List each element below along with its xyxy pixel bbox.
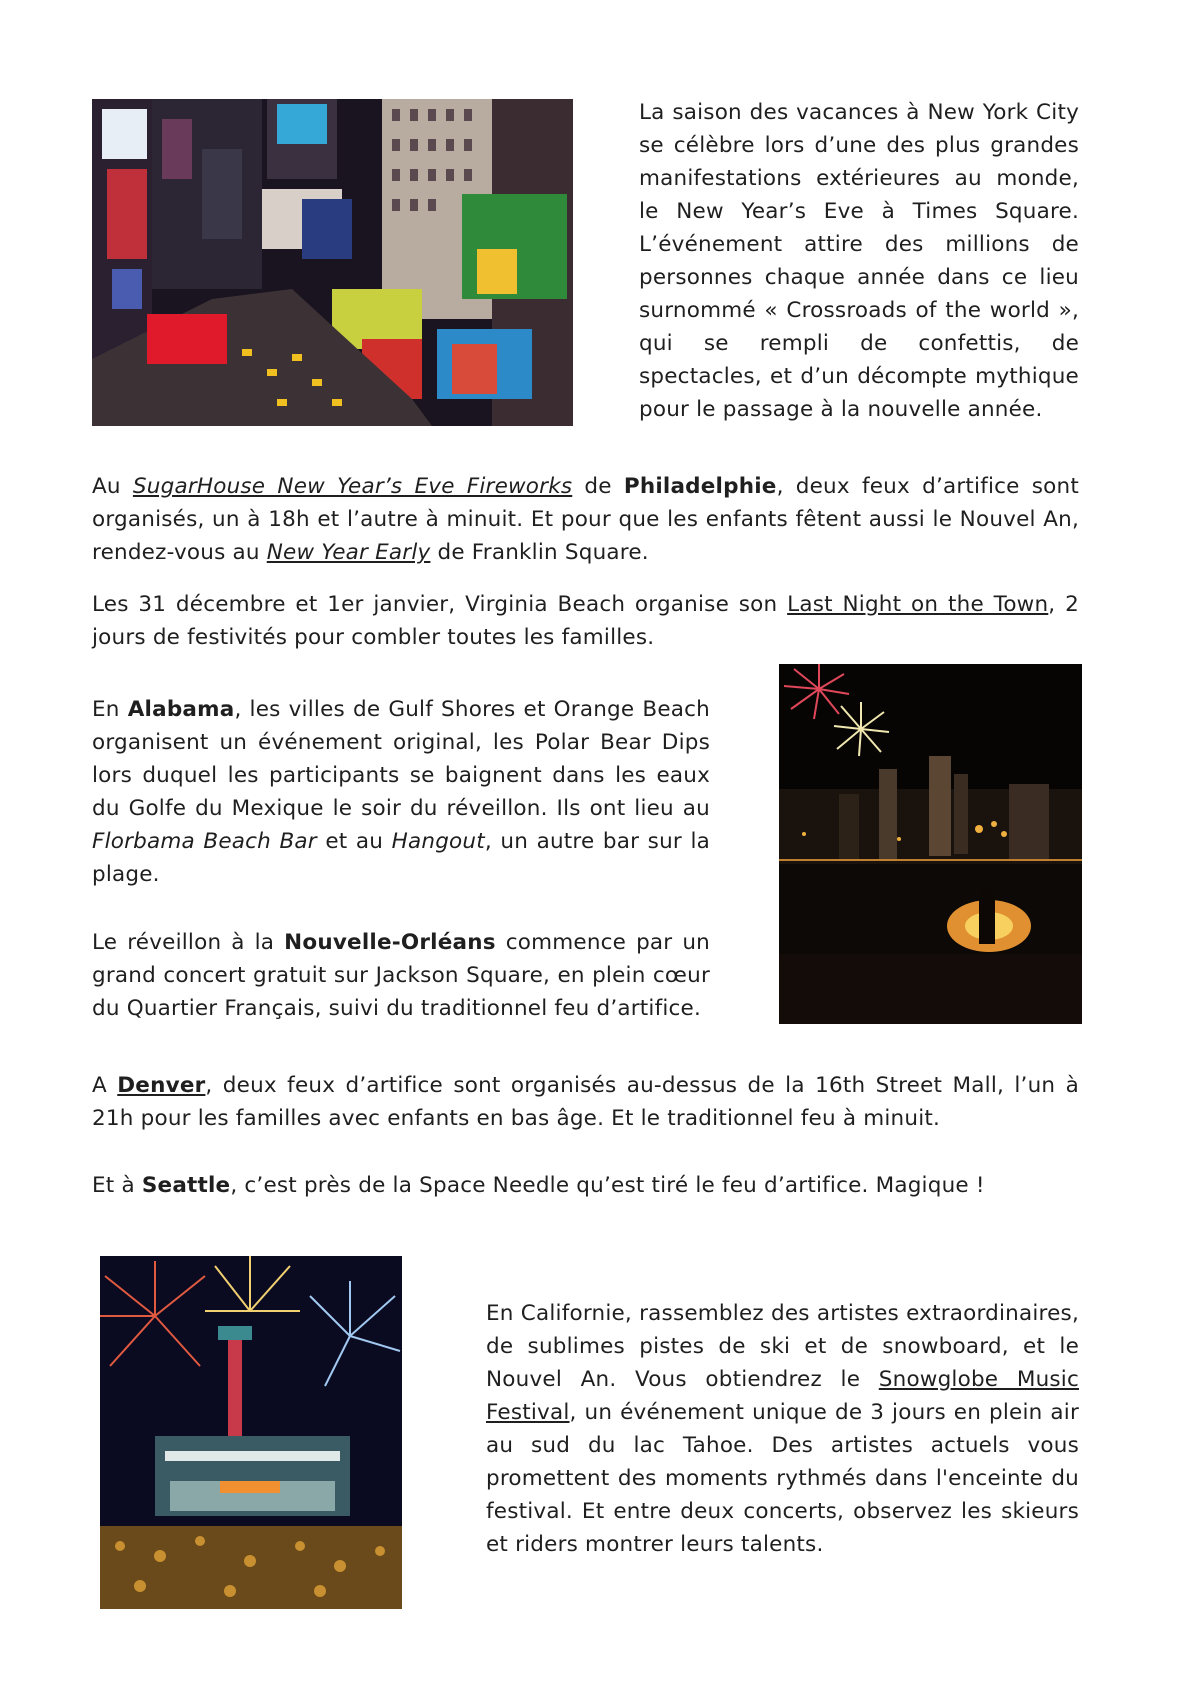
new-year-early-link[interactable]: New Year Early <box>266 540 431 565</box>
text: , un événement unique de 3 jours en plein air au sud du lac Tahoe. Des artistes actuels vous promettent des moments rythmés dans l'enceinte du festival. Et entre deux concerts, observez les skieurs et riders montrer leurs talents. <box>486 1400 1079 1557</box>
text: , deux feux d’artifice sont organisés, un à 18h et l’autre à minuit. Et pour que les enfants fêtent aussi le Nouvel An, rendez-vous au <box>92 474 1079 565</box>
text: commence par un grand concert gratuit sur Jackson Square, en plein cœur du Quartier Français, suivi du traditionnel feu d’artifice. <box>92 930 710 1021</box>
paragraph-new-orleans <box>92 926 710 1025</box>
paragraph-virginia-beach <box>92 588 1079 654</box>
fireworks-concert-photo <box>100 1256 402 1609</box>
text: En Californie, rassemblez des artistes extraordinaires, de sublimes pistes de ski et de snowboard, et le Nouvel An. Vous obtiendrez le <box>486 1301 1079 1392</box>
alabama-bold: Alabama <box>127 697 235 722</box>
paragraph-california <box>486 1297 1079 1561</box>
text: A <box>92 1073 118 1098</box>
denver-bold: Denver <box>117 1073 206 1098</box>
paragraph-philadelphia <box>92 470 1079 569</box>
paragraph-denver <box>92 1069 1079 1135</box>
paragraph-seattle <box>92 1169 1079 1202</box>
paragraph-alabama <box>92 693 710 891</box>
night-skyline-photo <box>779 664 1082 1024</box>
text: En <box>92 697 128 722</box>
snowglobe-music-festival-link[interactable]: Snowglobe Music Festival <box>486 1367 1079 1425</box>
text: , c’est près de la Space Needle qu’est tiré le feu d’artifice. Magique ! <box>230 1173 985 1198</box>
paragraph-new-york-text: La saison des vacances à New York City se célèbre lors d’une des plus grandes manifestations extérieures au monde, le New Year’s Eve à Times Square. L’événement attire des millions de personnes chaque année dans ce lieu surnommé « Crossroads of the world », qui se rempli de confettis, de spectacles, et d’un décompte mythique pour le passage à la nouvelle année. <box>639 100 1079 422</box>
sugarhouse-fireworks-link[interactable]: SugarHouse New Year’s Eve Fireworks <box>132 474 573 499</box>
philadelphie-bold: Philadelphie <box>623 474 777 499</box>
text: Les 31 décembre et 1er janvier, Virginia Beach organise son <box>92 592 788 617</box>
florbama-italic: Florbama Beach Bar <box>92 829 317 854</box>
times-square-photo <box>92 99 573 426</box>
nouvelle-orleans-bold: Nouvelle-Orléans <box>284 930 496 955</box>
last-night-on-the-town-link[interactable]: Last Night on the Town <box>787 592 1049 617</box>
hangout-italic: Hangout <box>391 829 485 854</box>
text: Le réveillon à la <box>92 930 285 955</box>
text: de <box>572 474 624 499</box>
seattle-bold: Seattle <box>141 1173 231 1198</box>
text: , un autre bar sur la plage. <box>92 829 710 887</box>
text: Au <box>92 474 133 499</box>
text: , 2 jours de festivités pour combler toutes les familles. <box>92 592 1079 650</box>
text: et au <box>316 829 392 854</box>
text: , les villes de Gulf Shores et Orange Beach organisent un événement original, les Polar Bear Dips lors duquel les participants se baignent dans les eaux du Golfe du Mexique le soir du réveillon. Ils ont lieu au <box>92 697 710 821</box>
text: Et à <box>92 1173 142 1198</box>
text: de Franklin Square. <box>430 540 649 565</box>
text: , deux feux d’artifice sont organisés au-dessus de la 16th Street Mall, l’un à 21h pour les familles avec enfants en bas âge. Et le traditionnel feu à minuit. <box>92 1073 1079 1131</box>
paragraph-new-york <box>639 96 1079 426</box>
